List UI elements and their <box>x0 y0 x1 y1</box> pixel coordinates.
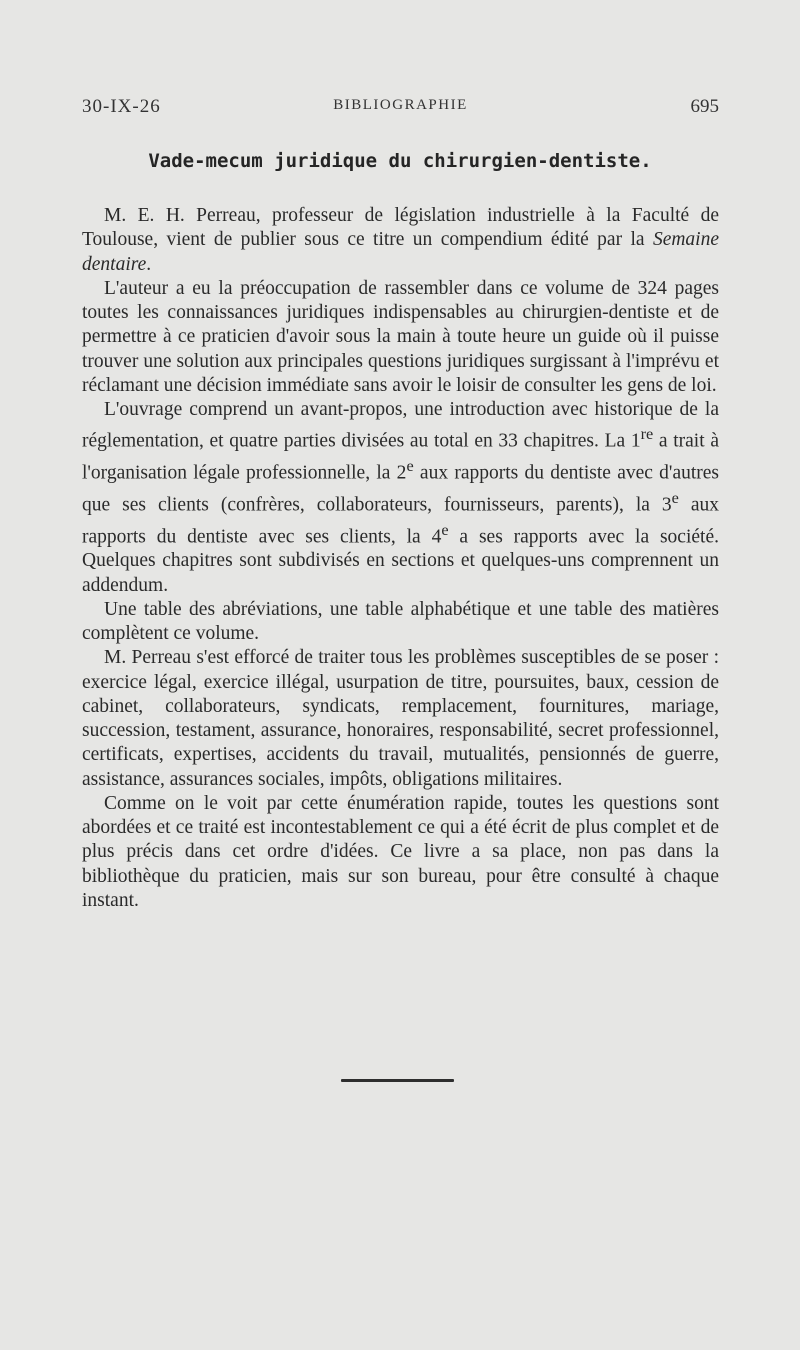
paragraph-1 <box>82 204 719 277</box>
paragraph-4: Une table des abréviations, une table alphabétique et une table des matières complètent ce volume. <box>82 598 719 644</box>
p3-part-b: a trait à l'organisation légale professionnelle, la 2 <box>82 430 719 484</box>
publication-title: Semaine dentaire <box>82 229 719 275</box>
end-rule <box>341 1079 454 1082</box>
p3-part-d: aux rapports du dentiste avec ses clients, la 4 <box>82 494 719 547</box>
p3-ordinal-2: e <box>406 457 414 475</box>
running-head-date: 30-IX-26 <box>82 96 161 117</box>
paragraph-2: L'auteur a eu la préoccupation de rassembler dans ce volume de 324 pages toutes les connaissances juridiques indispensables au chirurgien-dentiste et de permettre à ce praticien d'avoir sous la main à toute heure un guide où il puisse trouver une solution aux principales questions juridiques surgissant à l'imprévu et réclamant une décision immédiate sans avoir le loisir de consulter les gens de loi. <box>82 277 719 396</box>
page-number: 695 <box>690 96 719 117</box>
paragraph-5: M. Perreau s'est efforcé de traiter tous les problèmes susceptibles de se poser : exercice légal, exercice illégal, usurpation de titre, poursuites, baux, cession de cabinet, collaborateurs, syndicats, remplacement, fournitures, mariage, succession, testament, assurance, honoraires, responsabilité, secret professionnel, certificats, expertises, accidents du travail, mutualités, pensionnés de guerre, assistance, assurances sociales, impôts, obligations militaires. <box>82 647 719 790</box>
p3-ordinal-4: e <box>441 520 449 539</box>
p3-part-e: a ses rapports avec la société. Quelques chapitres sont subdivisés en sections et quelques-uns comprennent un addendum. <box>82 526 719 596</box>
p3-part-c: aux rapports du dentiste avec d'autres que ses clients (confrères, collaborateurs, fournisseurs, parents), la 3 <box>82 462 720 516</box>
p3-part-a: L'ouvrage comprend un avant-propos, une introduction avec historique de la réglementation, et quatre parties divisées au total en 33 chapitres. La 1 <box>82 399 719 452</box>
p3-ordinal-3: e <box>671 488 679 507</box>
running-head-section: BIBLIOGRAPHIE <box>333 97 468 113</box>
p1-end: . <box>146 253 152 275</box>
p3-ordinal-1: re <box>640 425 654 444</box>
paragraph-3 <box>82 398 719 598</box>
paragraph-6: Comme on le voit par cette énumération rapide, toutes les questions sont abordées et ce traité est incontestablement ce qui a été écrit de plus complet et de plus précis dans cet ordre d'idées. Ce livre a sa place, non pas dans la bibliothèque du praticien, mais sur son bureau, pour être consulté à chaque instant. <box>82 792 719 911</box>
running-head <box>82 96 719 126</box>
article-title: Vade-mecum juridique du chirurgien-dentiste. <box>148 150 652 172</box>
article-body <box>82 204 719 913</box>
p1-text: M. E. H. Perreau, professeur de législation industrielle à la Faculté de Toulouse, vient de publier sous ce titre un compendium édité par la <box>82 205 719 251</box>
